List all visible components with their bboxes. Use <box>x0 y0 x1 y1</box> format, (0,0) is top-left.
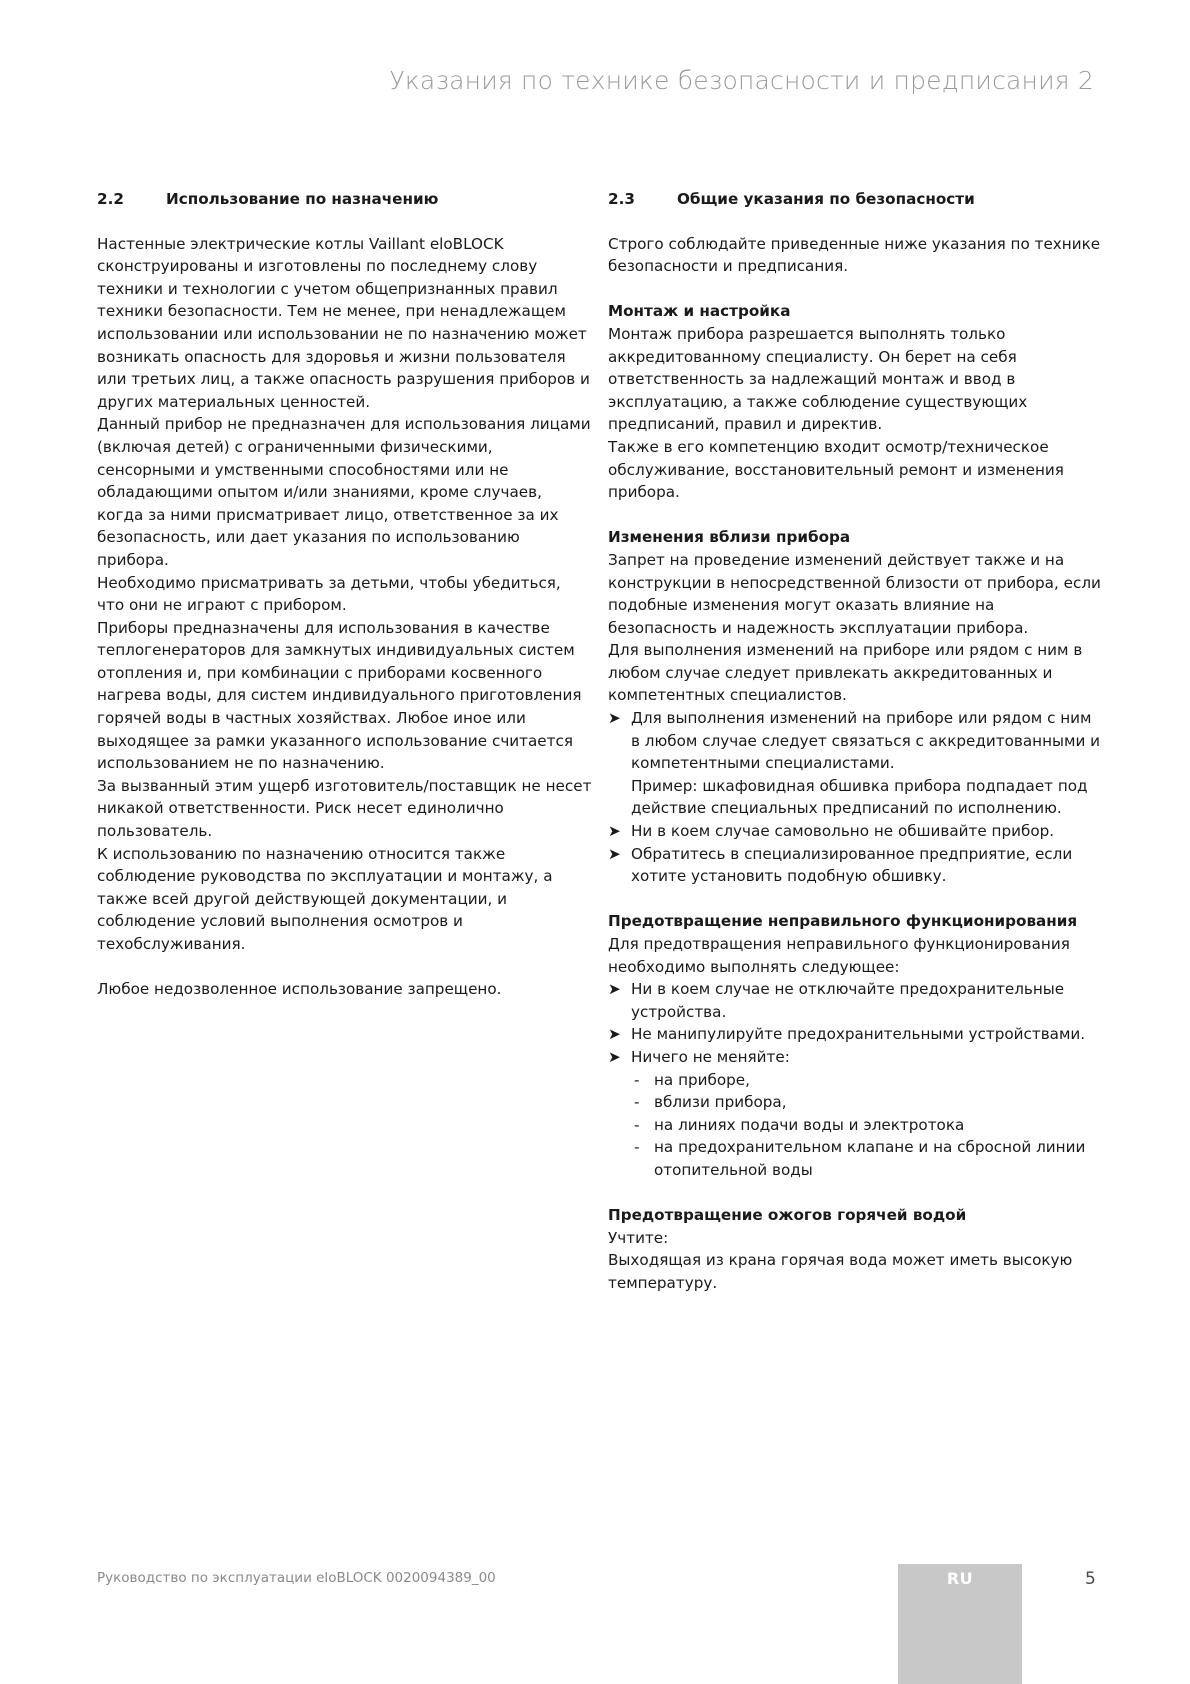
list-item: ➤ Ничего не меняйте: <box>608 1046 1103 1069</box>
dash-bullet-icon: - <box>634 1093 640 1112</box>
subheading-changes: Изменения вблизи прибора <box>608 528 851 547</box>
left-column <box>97 188 592 1001</box>
section-number: 2.2 <box>97 190 124 208</box>
section-number: 2.3 <box>608 190 635 208</box>
subheading-scald: Предотвращение ожогов горячей водой <box>608 1206 967 1225</box>
paragraph: Данный прибор не предназначен для использования лицами (включая детей) с ограниченными физическими, сенсорными и умственными способностями или не обладающими опытом и/или знаниями, кроме случаев, когда за ними присматривает лицо, ответственное за их безопасность, или дает указания по использованию прибора. <box>97 415 591 569</box>
paragraph: Монтаж прибора разрешается выполнять только аккредитованному специалисту. Он берет на себя ответственность за надлежащий монтаж и ввод в эксплуатацию, а также соблюдение существующих предписаний, правил и директив. <box>608 324 1028 434</box>
section-title: Использование по назначению <box>166 190 439 208</box>
sub-list-item: - на линиях подачи воды и электротока <box>608 1114 1103 1137</box>
paragraph: Для выполнения изменений на приборе или рядом с ним в любом случае следует привлекать аккредитованных и компетентных специалистов. <box>608 641 1083 705</box>
dash-bullet-icon: - <box>634 1115 640 1134</box>
section-heading-2-2 <box>97 188 592 211</box>
sub-list-item: - на предохранительном клапане и на сбросной линии отопительной воды <box>634 1138 1086 1179</box>
footer-manual-title: Руководство по эксплуатации eloBLOCK 0020094389_00 <box>97 1570 496 1586</box>
section-heading-2-3 <box>608 188 1103 211</box>
list-note: Пример: шкафовидная обшивка прибора подпадает под действие специальных предписаний по исполнению. <box>631 776 1088 818</box>
arrow-bullet-icon: ➤ <box>608 1025 621 1044</box>
list-item: ➤ Обратитесь в специализированное предприятие, если хотите установить подобную обшивку. <box>608 844 1073 886</box>
paragraph: За вызванный этим ущерб изготовитель/поставщик не несет никакой ответственности. Риск несет единолично пользователь. <box>97 776 592 841</box>
paragraph: Необходимо присматривать за детьми, чтобы убедиться, что они не играют с прибором. <box>97 573 561 615</box>
paragraph: Также в его компетенцию входит осмотр/техническое обслуживание, восстановительный ремонт и изменения прибора. <box>608 437 1064 502</box>
arrow-bullet-icon: ➤ <box>608 980 621 999</box>
page-header-title: Указания по технике безопасности и предписания 2 <box>389 66 1094 95</box>
list-item: ➤ Не манипулируйте предохранительными устройствами. <box>608 1023 1103 1046</box>
paragraph: Выходящая из крана горячая вода может иметь высокую температуру. <box>608 1251 1073 1292</box>
paragraph: Запрет на проведение изменений действует также и на конструкции в непосредственной близости от прибора, если подобные изменения могут оказать влияние на безопасность и надежность эксплуатации прибора. <box>608 550 1101 637</box>
language-tab <box>898 1564 1022 1684</box>
subheading-malfunction: Предотвращение неправильного функционирования <box>608 912 1078 931</box>
arrow-bullet-icon: ➤ <box>608 1047 621 1066</box>
sub-list-item: - на приборе, <box>608 1069 1103 1092</box>
paragraph: К использованию по назначению относится также соблюдение руководства по эксплуатации и монтажу, а также всей другой действующей документации, и соблюдение условий выполнения осмотров и техобслуживания. <box>97 844 553 953</box>
paragraph: Приборы предназначены для использования в качестве теплогенераторов для замкнутых индивидуальных систем отопления и, при комбинации с приборами косвенного нагрева воды, для систем индивидуального приготовления горячей воды в частных хозяйствах. Любое иное или выходящее за рамки указанного использование считается использованием не по назначению. <box>97 618 582 773</box>
paragraph: Для предотвращения неправильного функционирования необходимо выполнять следующее: <box>608 935 1070 976</box>
paragraph: Любое недозволенное использование запрещено. <box>97 980 502 999</box>
intro-paragraph: Строго соблюдайте приведенные ниже указания по технике безопасности и предписания. <box>608 234 1101 276</box>
arrow-bullet-icon: ➤ <box>608 709 621 728</box>
arrow-bullet-icon: ➤ <box>608 822 621 841</box>
arrow-bullet-icon: ➤ <box>608 844 621 863</box>
paragraph: Учтите: <box>608 1228 669 1247</box>
list-item: ➤ Ни в коем случае самовольно не обшивайте прибор. <box>608 820 1103 843</box>
right-column <box>608 188 1103 1295</box>
list-item: ➤ Ни в коем случае не отключайте предохранительные устройства. <box>608 980 1065 1021</box>
sub-list-item: - вблизи прибора, <box>608 1091 1103 1114</box>
dash-bullet-icon: - <box>634 1138 640 1157</box>
dash-bullet-icon: - <box>634 1070 640 1089</box>
section-title: Общие указания по безопасности <box>677 190 975 208</box>
language-code: RU <box>946 1569 974 1588</box>
page-number: 5 <box>1085 1569 1096 1589</box>
subheading-mount: Монтаж и настройка <box>608 302 791 321</box>
paragraph: Настенные электрические котлы Vaillant eloBLOCK сконструированы и изготовлены по последнему слову техники и технологии с учетом общепризнанных правил техники безопасности. Тем не менее, при ненадлежащем использовании или использовании не по назначению может возникать опасность для здоровья и жизни пользователя или третьих лиц, а также опасность разрушения приборов и других материальных ценностей. <box>97 234 590 411</box>
list-item: ➤ Для выполнения изменений на приборе или рядом с ним в любом случае следует связаться с аккредитованными и компетентными специалистами. <box>608 709 1101 773</box>
